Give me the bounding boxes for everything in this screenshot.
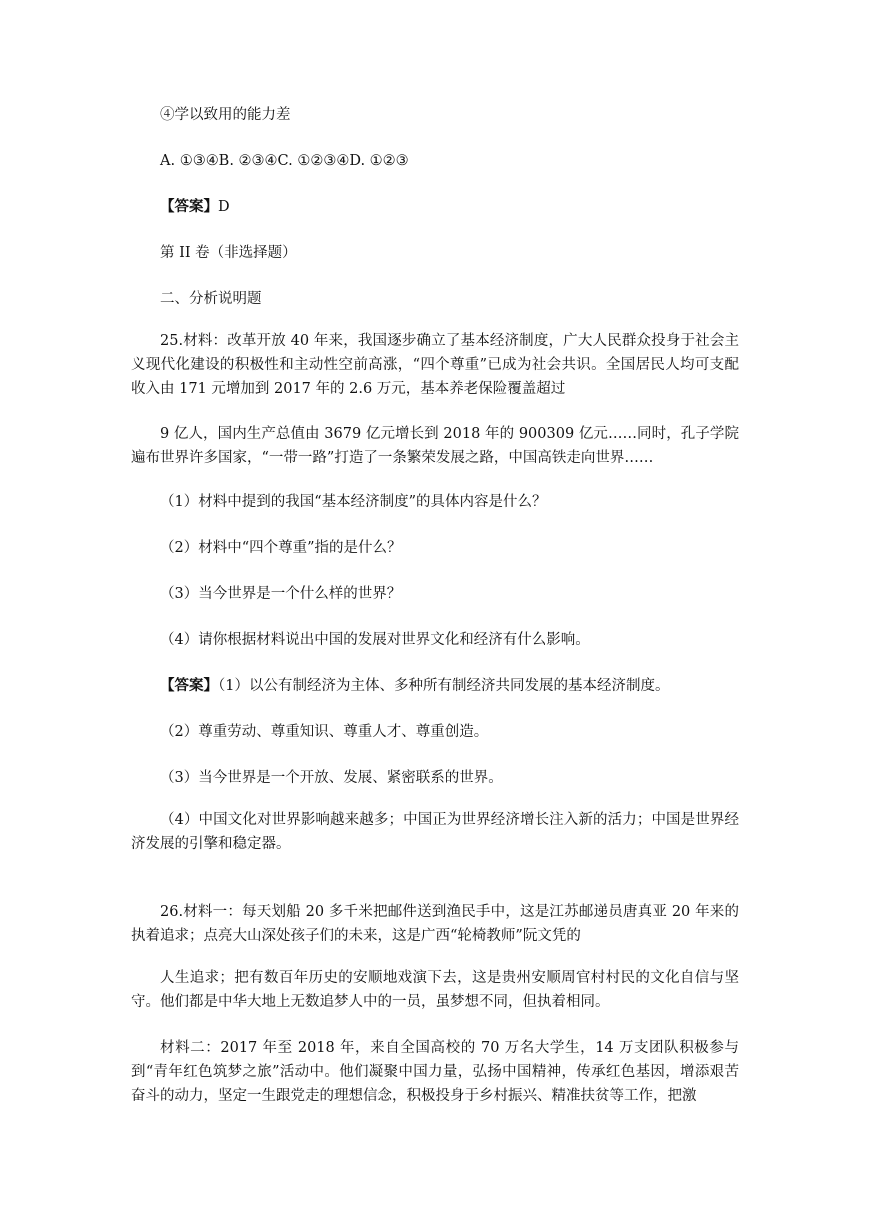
q26-material1-part2: 人生追求；把有数百年历史的安顺地戏演下去，这是贵州安顺周官村村民的文化自信与坚守。他们都是中华大地上无数追梦人中的一员，虽梦想不同，但执着相同。 [131, 970, 739, 1010]
q25-question-3: （3）当今世界是一个什么样的世界？ [160, 586, 402, 602]
answer-label: 【答案】 [160, 198, 218, 215]
prev-answer [160, 196, 230, 218]
answer-label: 【答案】 [160, 677, 218, 694]
q25-question-4: （4）请你根据材料说出中国的发展对世界文化和经济有什么影响。 [160, 632, 590, 648]
q25-question-2: （2）材料中“四个尊重”指的是什么？ [160, 540, 402, 556]
q25-answer-4: （4）中国文化对世界影响越来越多；中国正为世界经济增长注入新的活力；中国是世界经济发展的引擎和稳定器。 [131, 812, 739, 852]
q26-material2: 材料二：2017 年至 2018 年，来自全国高校的 70 万名大学生，14 万支团队积极参与到“青年红色筑梦之旅”活动中。他们凝聚中国力量，弘扬中国精神，传承红色基因，增添艰苦奋斗的动力，坚定一生跟党走的理想信念，积极投身于乡村振兴、精准扶贫等工作，把激 [131, 1040, 739, 1104]
q25-question-1: （1）材料中提到的我国“基本经济制度”的具体内容是什么？ [160, 494, 547, 510]
part-heading: 二、分析说明题 [160, 291, 262, 307]
q25-material-part2: 9 亿人，国内生产总值由 3679 亿元增长到 2018 年的 900309 亿元……同时，孔子学院遍布世界许多国家，“一带一路”打造了一条繁荣发展之路，中国高铁走向世界…… [131, 426, 739, 466]
q25-answer-3: （3）当今世界是一个开放、发展、紧密联系的世界。 [160, 770, 503, 786]
q25-answer-1: 【答案】（1）以公有制经济为主体、多种所有制经济共同发展的基本经济制度。 [160, 677, 670, 694]
option-4: ④学以致用的能力差 [160, 107, 291, 123]
q25-material-part1: 25.材料：改革开放 40 年来，我国逐步确立了基本经济制度，广大人民群众投身于社会主义现代化建设的积极性和主动性空前高涨，“四个尊重”已成为社会共识。全国居民人均可支配收入由 171 元增加到 2017 年的 2.6 万元，基本养老保险覆盖超过 [131, 333, 739, 397]
q25-answer-2: （2）尊重劳动、尊重知识、尊重人才、尊重创造。 [160, 724, 489, 740]
answer-value: D [218, 199, 230, 215]
volume-heading: 第 II 卷（非选择题） [160, 245, 297, 261]
q26-material1-part1: 26.材料一：每天划船 20 多千米把邮件送到渔民手中，这是江苏邮递员唐真亚 20 年来的执着追求；点亮大山深处孩子们的未来，这是广西“轮椅教师”阮文凭的 [131, 904, 739, 944]
answer-choices: A. ①③④B. ②③④C. ①②③④D. ①②③ [160, 153, 409, 169]
